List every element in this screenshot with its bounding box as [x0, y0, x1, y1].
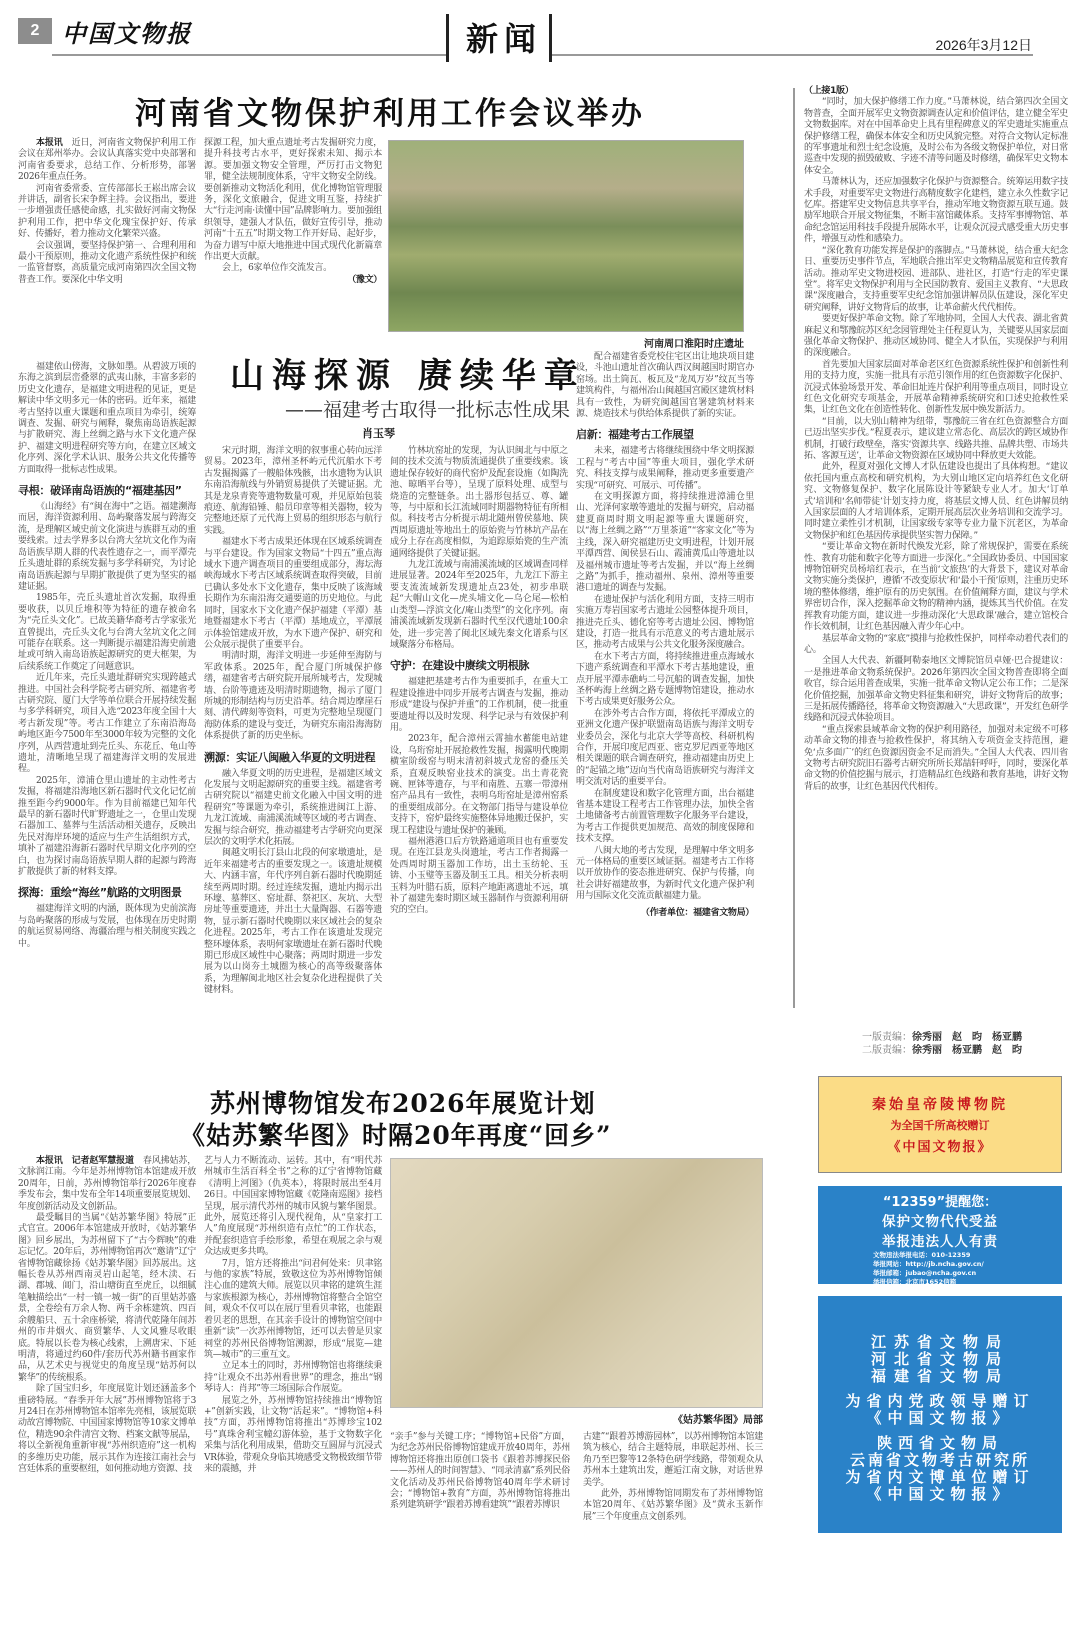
paragraph: 九龙江流域与南浦溪流域的区域调查同样进展显著。2024年至2025年，九龙江下游主要支流流域新发现遗址点23处，初步串联起“大帽山文化—虎头埔文化—乌仑尾—松柏山类型—浮滨文化/庵山类型”的文化序列。南浦溪流域新发现新石器时代至汉代遗址100余处，进一步完善了闽北区域先秦文化谱系与区域聚落分布格局。 [390, 560, 568, 650]
ad-line: 《中国文物报》 [887, 1140, 993, 1155]
hotline-email[interactable]: 举报邮箱：jubao@ncha.gov.cn [873, 1269, 977, 1277]
editor-label: 一版责编： [862, 1032, 912, 1043]
paragraph: 闽越文明长汀县山北段的何家墩遗址，是近年来福建考古的重要发现之一。该遗址规模大、内涵丰富，年代序列自新石器时代晚期延续至两周时期。经过连续发掘，遗址内揭示出环壕、墓葬区、窑址群、祭祀区、灰坑、大型房址等重要遗迹，并出土大量陶器、石器等遗物，显示新石器时代晚期以来区域社会的复杂化进程。2025年，考古工作在该遗址发现完整环壕体系，表明何家墩遗址在新石器时代晚期已形成区域性中心聚落；两周时期进一步发展为以山岗夯土城圈为核心的高等级聚落体系，为理解闽北地区社会复杂化进程提供了关键材料。 [204, 848, 382, 996]
article-fujian-col2 [204, 446, 382, 997]
hotline-slogan: 举报违法人人有责 [882, 1234, 998, 1250]
paragraph: 要更好保护革命文物。除了军地协同，全国人大代表、湖北省黄麻起义和鄂豫皖苏区纪念园管理处主任程夏认为，关键要从国家层面强化革命文物保护、推动区域协同、健全人才队伍，实现保护与利用的深度融合。 [804, 314, 1068, 359]
paragraph: 河南省委常委、宣传部部长王崧出席会议并讲话，副省长宋争辉主持。会议指出，要进一步增强责任感使命感，扎实做好河南文物保护利用工作，把中华文化瑰宝保护好、传承好、传播好，着力推动文化繁荣兴盛。 [18, 183, 196, 240]
paragraph: 最受瞩目的当属“《姑苏繁华图》特展”正式官宣。2006年本馆建成开放时，《姑苏繁华图》回乡展出，为苏州留下了“古今辉映”的难忘记忆。20年后，苏州博物馆再次“邀请”辽宁省博物馆藏徐扬《姑苏繁华图》回苏展出。这幅长卷从苏州西南灵岩山起笔，经木渎、石湖、郡城、阊门，沿山塘街直至虎丘，以细腻笔触描绘出“一村一镇一城一街”的百里姑苏盛景，全卷绘有万余人物、两千余栋建筑、四百余艘船只、五十余座桥梁，将清代乾隆年间苏州的市井烟火、商贸繁华、人文风雅尽收眼底。特展以长卷为核心线索，上溯唐宋、下延明清，将通过约60件/套历代苏州籍书画家作品，从艺术史与视觉史的角度呈现“姑苏何以繁华”的传统根系。 [18, 1213, 196, 1383]
org-name: 河北省文物局 [870, 1350, 1009, 1368]
paragraph: 会上，6家单位作交流发言。 [222, 263, 332, 274]
editor-names: 徐秀丽 赵 昀 杨亚鹏 [912, 1032, 1022, 1043]
org-name: 江苏省文物局 [870, 1333, 1009, 1351]
article-author: 肖玉琴 [362, 427, 395, 440]
paragraph: “深化教育功能发挥是保护的落脚点。”马萧林说，结合重大纪念日、重要历史事件节点，军地联合推出军史文物精品展览和宣传教育活动。推动军史文物进校园、进部队、进社区，打造“行走的军史课堂”。将军史文物保护利用与全民国防教育、爱国主义教育、“大思政课”深度融合，支持重要军史纪念馆加强讲解员队伍建设，深化军史研究阐释，讲好文物背后的故事，让革命薪火代代相传。 [804, 245, 1068, 313]
paragraph: “同时，加大保护修缮工作力度。”马萧林说，结合第四次全国文物普查，全面开展军史文物资源调查认定和价值评估，建立健全军史文物数据库。对在中国革命史上具有里程碑意义的军史遗址实施重点保护修缮工程，确保本体安全和历史风貌完整。对符合文物认定标准的军事遗址和烈士纪念设施，及时公布为各级文物保护单位，对日常巡查中发现的损毁破败、字迹不清等问题及时修缮，确保军史文物本体安全。 [804, 97, 1068, 176]
paragraph: 会议强调，要坚持保护第一、合理利用和最小干预原则，推动文化遗产系统性保护和统一监管督察，高质量完成河南第四次全国文物普查工作。要深化中华文明 [18, 240, 196, 285]
section-heading: 守护：在建设中赓续文明根脉 [390, 659, 530, 673]
photo-caption: 《姑苏繁华图》局部 [673, 1415, 763, 1426]
paragraph: 八闽大地的考古发现，是理解中华文明多元一体格局的重要区域证据。福建考古工作将以开放协作的姿态推进研究、保护与传播，向社会讲好福建故事，为新时代文化遗产保护利用与国际文化交流贡献福建力量。 [576, 845, 754, 902]
photo-caption: 河南周口淮阳时庄遗址 [644, 339, 744, 350]
lead-label: 本报讯 记者赵军慧报道 [36, 1156, 134, 1166]
ad-12359-hotline [818, 1186, 1062, 1295]
paragraph: 古建”“跟着苏博游园林”，以苏州博物馆本馆建筑为核心，结合主题特展，串联起苏州、长三角乃至巴黎等12条特色研学线路，带领观众从苏州本土建筑出发，邂逅江南文脉，对话世界美学。 [583, 1432, 763, 1488]
ad-line: 为全国千所高校赠订 [890, 1119, 990, 1132]
paragraph: 在水下考古方面，将持续推进重点海域水下遗产系统调查和平潭水下考古基地建设，重点开展平潭赤礁屿二号沉船的调查发掘，加快圣杯屿海上丝绸之路专题博物馆建设，推动水下考古成果更好服务公众。 [576, 651, 754, 708]
paragraph: 在制度建设和数字化管理方面，出台福建省基本建设工程考古工作管理办法，加快全省土地储备考古前置管理数字化服务平台建设，为考古工作提供更加规范、高效的制度保障和技术支撑。 [576, 788, 754, 845]
paragraph: 2025年，漳浦仓里山遗址的主动性考古发掘，将福建沿海地区新石器时代文化记忆前推至距今约9000年。作为目前福建已知年代最早的新石器时代旷野遗址之一，仓里山发现石器加工、墓葬与生活活动相关遗存，反映出先民对海岸环境的适应与生产生活组织方式，填补了福建沿海新石器时代早期文化序列的空白，也为探讨南岛语族早期人群的起源与跨海扩散提供了新的材料支撑。 [18, 775, 196, 878]
hotline-mailbox: 举报信箱：北京市1652信箱 [873, 1278, 957, 1286]
column-separator [793, 88, 795, 1008]
paragraph: “要让革命文物在新时代焕发光彩，除了常规保护，需要在系统性、教育功能和数字化等方面进一步深化。”全国政协委员、中国国家博物馆研究员杨培红表示，在当前‘文旅热’的大背景下，建议对革命文物实施分类保护，遵循‘不改变原状’和‘最小干预’原则，注重历史环境的整体修缮，维护原有的历史氛围。在价值阐释方面，建议与学术界密切合作，深入挖掘革命文物的精神内涵，提炼其当代价值。在发挥教育功能方面，建议进一步推动深化‘大思政课’融合，建立馆校合作长效机制，让红色基因融入青少年心中。 [804, 542, 1068, 633]
editor-names: 徐秀丽 杨亚鹏 赵 昀 [912, 1045, 1022, 1056]
paragraph: 1985年，壳丘头遗址首次发掘，取得重要收获，以贝丘堆积等为特征的遗存被命名为“壳丘头文化”。已故美籍华裔考古学家张光直曾提出，壳丘头文化与台湾大坌坑文化之间可能存在联系。这一判断提示福建沿海史前遗址或可纳入南岛语族起源研究的更大框架，为后续系统工作奠定了问题意识。 [18, 593, 196, 672]
paragraph: “重点探索县域革命文物的保护利用路径，加强对未定级不可移动革命文物的排查与抢救性保护，将其纳入专项资金支持范围，避免‘点多面广’的红色资源因资金不足而消失。”全国人大代表、四川省文物考古研究院旧石器考古研究所所长郑喆轩呼吁，同时，要深化革命文物的价值挖掘与展示，打造精品红色线路和教育基地，讲好文物背后的故事，让红色基因代代相传。 [804, 724, 1068, 792]
org-name: 陕西省文物局 [876, 1434, 1003, 1452]
paper-name: 《中国文物报》 [866, 1485, 1014, 1503]
paragraph: 探源工程，加大重点遗址考古发掘研究力度，提升科技考古水平，更好探索未知、揭示本源。要加强文物安全管理，严厉打击文物犯罪，健全法规制度体系，守牢文物安全防线。要创新推动文物活化利用，优化博物馆管理服务，深化文旅融合，促进文明互鉴，持续扩大“行走河南·读懂中国”品牌影响力。要加强组织领导，建强人才队伍，做好宣传引导，推动河南“十五五”时期文物工作开好局、起好步，为奋力谱写中原大地推进中国式现代化新篇章作出更大贡献。 [204, 138, 382, 263]
paper-name: 《中国文物报》 [866, 1409, 1014, 1427]
article-fujian-subtitle: ——福建考古取得一批标志性成果 [285, 399, 571, 421]
paragraph: 《山海经》有“闽在海中”之语。福建濒海而居，海洋资源利用、岛屿聚落发展与跨海交流，是理解区域史前文化演进与族群互动的重要线索。过去学界多以台湾大坌坑文化作为南岛语族早期人群的代表性遗存之一，而平潭壳丘头遗址群的系统发掘与多学科研究，为讨论南岛语族起源与早期扩散提供了更为坚实的福建证据。 [18, 502, 196, 592]
article-suzhou-title-line1: 苏州博物馆发布2026年展览计划 [210, 1089, 596, 1118]
paragraph: 马萧林认为，还应加强数字化保护与资源整合。统筹运用数字技术手段，对重要军史文物进行高精度数字化建档，建立永久性数字记忆库。搭建军史文物信息共享平台，推动军地文物资源互联互通。鼓励军地联合开展文物征集，不断丰富馆藏体系。支持军事博物馆、革命纪念馆运用科技手段提升展陈水平，让观众沉浸式感受重大历史事件，增强互动性和感染力。 [804, 177, 1068, 245]
article-fujian-col4 [576, 352, 754, 918]
lead-label: 本报讯 [36, 138, 63, 148]
header-rule [52, 54, 447, 56]
paragraph: 立足本土的同时，苏州博物馆也将继续秉持“让观众不出苏州看世界”的理念，推出“钢琴诗人：肖邦”等三场国际合作展览。 [204, 1361, 382, 1395]
section-heading: 探海：重绘“海丝”航路的文明图景 [18, 886, 182, 900]
paragraph: 此外，程夏对强化文博人才队伍建设也提出了具体构想。“建议依托国内重点高校和研究机构，为大别山地区定向培养红色文化研究、文物修复保护、数字化展陈设计等紧缺专业人才。加大‘订单式’培训和‘名师带徒’计划支持力度，将基层文博人员、红色讲解员纳入国家层面的人才培训体系，定期开展高层次业务培训和交流学习。同时建立柔性引才机制，让国家级专家等专业力量下沉老区，为革命文物保护和红色基因传承提供坚实智力保障。” [804, 462, 1068, 541]
article-fujian-col3 [390, 446, 568, 917]
paragraph: 展览之外，苏州博物馆持续推出“博物馆+”创新实践，让文物“活起来”。“博物馆+科技”方面，苏州博物馆将推出“苏博珍宝102号”真珠舍利宝幢幻游体验，基于文物数字化采集与活化利用成果，借助交互圆屏与沉浸式VR体验，带观众身临其境感受文物极致细节带来的震撼，并 [204, 1395, 382, 1474]
paragraph: 福建水下考古成果还体现在区域系统调查与平台建设。作为国家文物局“十四五”重点海域水下遗产调查项目的重要组成部分，海坛海峡海域水下考古区域系统调查取得突破，目前已确认多处水下文化遗存，集中反映了该海域长期作为东南沿海交通要道的历史地位。与此同时，国家水下文化遗产保护福建（平潭）基地暨福建水下考古（平潭）基地成立，平潭展示体验馆建成开放，为水下遗产保护、研究和公众展示提供了重要平台。 [204, 537, 382, 650]
paragraph: 福建把基建考古作为重要抓手，在重大工程建设推进中同步开展考古调查与发掘，推动形成“建设与保护并重”的工作机制，使一批重要遗址得以及时发现、科学记录与有效保护利用。 [390, 677, 568, 733]
ad-qin-mausoleum [818, 1076, 1062, 1173]
gift-line: 为省内文博单位赠订 [845, 1468, 1035, 1486]
hotline-postcode: 邮编：100009 [873, 1287, 920, 1295]
paragraph: 2023年，配合漳州云霄抽水蓄能电站建设，乌珩窑址开展抢救性发掘，揭露明代晚期横室阶级窑与明末清初斜坡式龙窑的叠压关系，直观反映窑业技术的演变。出土青花瓷碗、匣钵等遗存，与平和南胜、五寨一带漳州窑产品具有一致性，表明乌珩窑址是漳州窑系的重要组成部分。在文物部门指导与建设单位支持下，窑炉最终实施整体异地搬迁保护，实现工程建设与遗址保护的兼顾。 [390, 734, 568, 836]
org-name: 云南省文物考古研究所 [849, 1451, 1030, 1469]
article-suzhou-col4 [583, 1432, 763, 1523]
gift-line: 为省内党政领导赠订 [845, 1392, 1035, 1410]
henan-site-photo [388, 140, 744, 332]
masthead-logo: 中国文物报 [62, 19, 192, 48]
paragraph: 融入华夏文明的历史进程，是福建区域文化发展与文明起源研究的重要主线。福建省考古研究院以“福建史前文化融入中国文明的进程研究”等课题为牵引，系统推进闽江上游、九龙江流域、南浦溪流域等区域的考古调查、发掘与综合研究，推动福建考古学研究向更深层次的文明学术化拓展。 [204, 768, 382, 847]
article-suzhou-col1 [18, 1156, 196, 1475]
header-divider [446, 14, 449, 62]
editor-line [862, 1044, 1022, 1057]
editor-label: 二版责编： [862, 1045, 912, 1056]
editors-credit [862, 1031, 1022, 1057]
section-title: 新闻 [466, 20, 543, 58]
paragraph: 福州港港口后方铁路通道项目也有重要发现。在连江县龙头岗遗址，考古工作者揭露一处西周时期玉器加工作坊，出土玉纺轮、玉锛、小玉璧等玉器及制玉工具。相关分析表明玉料为叶腊石质，原料产地距离遗址不远，填补了福建先秦时期区域玉器制作与资源利用研究的空白。 [390, 837, 568, 916]
byline: （豫文） [347, 274, 382, 285]
paragraph: “目前，以大别山精神为纽带，鄂豫皖三省在红色资源整合方面已迈出坚实步伐。”程夏表示，建议建立常态化、高层次的跨区域协作机制，打破行政壁垒，落实‘资源共享、线路共推、品牌共塑、市场共拓、客源互送’，让革命文物资源在区域协同中释放更大效能。 [804, 416, 1068, 461]
org-name: 福建省文物局 [870, 1367, 1009, 1385]
paragraph: 首先要加大国家层面对革命老区红色资源系统性保护和创新性利用的支持力度，实施一批具有示范引领作用的红色资源数字化保护、沉浸式体验场景开发、革命旧址连片保护利用等重点项目，同时设立红色文化研究专项基金，开展革命精神系统研究和口述史抢救性采集，让红色文化在创造性转化、创新性发展中焕发新活力。 [804, 359, 1068, 416]
paragraph: 春风拂姑苏，文脉润江南。今年是苏州博物馆本馆建成开放20周年，日前，苏州博物馆举行2026年度春季发布会，集中发布全年14项重要展览规划、年度创新活动及文创新品。 [18, 1156, 197, 1212]
article-henan-title: 河南省文物保护利用工作会议举办 [135, 96, 645, 132]
paragraph: 宋元时期，海洋文明的叙事重心转向远洋贸易。2023年，漳州圣杯屿元代沉船水下考古发掘揭露了一艘船体残骸，出水遗物为认识东南沿海航线与外销贸易提供了关键证据。尤其是龙泉青瓷等遗物数量可观，并见原始包装痕迹、航海铅锤、船员印章等相关器物，较为完整地还原了元代海上贸易的组织形态与航行实践。 [204, 446, 382, 536]
page-number: 2 [18, 18, 52, 44]
author-unit: （作者单位：福建省文物局） [640, 907, 754, 918]
article-henan-col1 [18, 138, 196, 286]
paragraph: 全国人大代表、新疆阿勒泰地区文博院馆员卓娅·巴合提建议：一是推进革命文物系统保护。2026年第四次全国文物普查即将全面收官，综合运用普查成果，实施一批革命文物认定公布工作；二是深化价值挖掘，加强革命文物史料征集和研究，讲好文物背后的故事；三是拓展传播路径，将革命文物资源融入“大思政课”，开发红色研学线路和沉浸式体验项目。 [804, 656, 1068, 724]
article-fujian-title: 山海探源 赓续华章 [230, 356, 586, 396]
article-suzhou-col3 [390, 1432, 570, 1512]
paragraph: 7月，馆方还将推出“问君何处来：贝聿铭与他的家族”特展，致敬这位为苏州博物馆倾注心血的建筑大师。展览以贝聿铭的建筑生涯与家族根源为核心，苏州博物馆将整合全馆空间，观众不仅可以在展厅里看贝聿铭，也能跟着贝老的思想，在其亲手设计的博物馆空间中重新“读”一次苏州博物馆，还可以去曾是贝家祠堂的苏州民俗博物馆溯源，形成“展览—建筑—城市”的三重互文。 [204, 1258, 382, 1360]
article-fujian-col1 [18, 362, 196, 950]
section-heading: 寻根：破译南岛语族的“福建基因” [18, 484, 182, 498]
paragraph: 福建依山傍海，文脉如墨。从碧波万顷的东海之滨到层峦叠翠的武夷山脉，丰富多彩的历史文化遗存，是福建文明进程的见证，更是解读中华文明多元一体的密码。近年来，福建考古坚持以重大课题和重点项目为牵引，统筹调查、发掘、研究与阐释，聚焦南岛语族起源与扩散研究、海上丝绸之路与水下文化遗产保护、福建文明进程研究等方向，在建立区域文化序列、深化学术认识、服务公共文化传播等方面取得一批标志性成果。 [18, 362, 196, 475]
section-heading: 启新：福建考古工作展望 [576, 428, 694, 442]
paragraph: 近日，河南省文物保护利用工作会议在郑州举办。会议认真落实党中央部署和河南省委要求，总结工作、分析形势，部署2026年重点任务。 [18, 138, 196, 183]
ad-provincial-subscription [818, 1296, 1062, 1533]
paragraph: 在涉外考古合作方面，将依托平潭成立的亚洲文化遗产保护联盟南岛语族与海洋文明专业委员会，深化与北京大学等高校、科研机构合作，开展印度尼西亚、密克罗尼西亚等地区相关课题的联合调查研究，推动福建由历史上的“起锚之地”迈向当代南岛语族研究与海洋文明交流对话的重要平台。 [576, 708, 754, 788]
paragraph: 明清时期，海洋文明进一步延伸至海防与军政体系。2025年，配合厦门所城保护修缮，福建省考古研究院开展所城考古，发现城墙、台阶等遗迹及明清时期遗物，揭示了厦门所城的形制结构与历史沿革。结合周边摩崖石刻、清代碑刻等资料，可更为完整地呈现厦门海防体系的建设与变迁，为研究东南沿海海防体系提供了新的历史坐标。 [204, 651, 382, 742]
paragraph: 艺与人力不断流动、运转。其中，有“明代苏州城市生活百科全书”之称的辽宁省博物馆藏《清明上河图》（仇英本），将限时展出至4月26日。中国国家博物馆藏《乾隆南巡图》接档呈现，展示清代苏州的城市风貌与繁华图景。此外，展览还将引入现代视角，从“皇家打工人”角度展现“苏州织造有点忙”的工作状态，并配套织造官手绘形象，希望在观展之余与观众达成更多共鸣。 [204, 1156, 382, 1258]
paragraph: 在遗址保护与活化利用方面，支持三明市实施万寿岩国家考古遗址公园整体提升项目，推进壳丘头、德化窑等考古遗址公园、博物馆建设，打造一批具有示范意义的考古遗址展示区，推动考古成果与公共文化服务深度融合。 [576, 594, 754, 651]
paragraph: 基层革命文物的“家底”摸排与抢救性保护，同样牵动着代表们的心。 [804, 633, 1068, 655]
editor-line [862, 1031, 1022, 1044]
paragraph: 在文明探源方面，将持续推进漳浦仓里山、光泽何家墩等遗址的发掘与研究，启动福建夏商周时期文明起源等重大课题研究，以“海上丝绸之路”“万里茶道”“客家文化”等为主线，深入研究福建历史文明进程，计划开展平潭西营、闽侯昙石山、霞浦黄瓜山等遗址以及福州城市遗址等考古发掘，并以“海上丝绸之路”为抓手，推动福州、泉州、漳州等重要港口遗址的调查与发掘。 [576, 492, 754, 594]
issue-date: 2026年3月12日 [935, 37, 1032, 53]
hotline-slogan: 保护文物代代受益 [882, 1214, 998, 1230]
article-military-relics [804, 86, 1068, 793]
paragraph: 除了国宝归乡，年度展览计划还涵盖多个重磅特展。“春季开年大展”苏州博物馆将于3月24日在苏州博物馆本馆率先亮相，该展览联动故宫博物院、中国国家博物馆等10家文博单位，精选90余件清宫文物、档案文献等展品，将以全新视角重新审视“苏州织造府”这一机构的多维历史功能，展示其作为连接江南社会与宫廷体系的重要枢纽，如何推动地方资源、技 [18, 1384, 196, 1474]
gusu-fanhua-painting [390, 1158, 763, 1408]
hotline-phone: 文物违法举报电话：010-12359 [873, 1251, 971, 1259]
section-heading: 溯源：实证八闽融入华夏的文明进程 [204, 750, 376, 764]
article-suzhou-title-line2: 《姑苏繁华图》时隔20年再度“回乡” [180, 1121, 612, 1150]
paragraph: 竹林坑窑址的发现，为认识闽北与中原之间的技术交流与物质流通提供了重要线索。该遗址保存较好的商代窑炉及配套设施（如陶洗池、晾晒平台等），呈现了原料处理、成型与烧造的完整链条。出土器形包括豆、尊、罐等，与中原和长江流域同时期器物特征有所相似。科技考古分析提示胡北随州曾侯墓地、陕西周原遗址等地出土的原始瓷与竹林坑产品在成分上存在高度相似，为追踪原始瓷的生产流通网络提供了关键证据。 [390, 446, 568, 559]
article-suzhou-col2 [204, 1156, 382, 1475]
ad-line: 秦始皇帝陵博物院 [872, 1097, 1008, 1113]
continued-label: （上接1版） [804, 86, 854, 96]
paragraph: 配合福建省委党校住宅区出让地块项目建设，斗池山遗址首次确认西汉闽越国时期官办窑场。出土筒瓦、板瓦及“龙凤万岁”纹瓦当等建筑构件，与福州冶山闽越国宫殿区建筑材料具有一致性，为研究闽越国官署建筑材料来源、烧造技术与供给体系提供了新的实证。 [576, 352, 754, 420]
paragraph: “亲手”参与关键工序；“博物馆+民俗”方面，为纪念苏州民俗博物馆建成开放40周年，苏州博物馆还将推出原创口袋书《跟着苏博探民俗——苏州人的时间智慧》、“同录清嘉”系列民俗文化活动及苏州民俗博物馆40周年学术研讨会；“博物馆+教育”方面，苏州博物馆将推出系列建筑研学“跟着苏博看建筑”“跟着苏博识 [390, 1432, 570, 1511]
hotline-title: “12359”提醒您： [882, 1195, 998, 1210]
article-henan-col2 [204, 138, 382, 286]
hotline-website[interactable]: 举报网站：http://jb.ncha.gov.cn/ [873, 1260, 984, 1268]
paragraph: 福建海洋文明的内涵，既体现为史前滨海与岛屿聚落的形成与发展，也体现在历史时期的航运贸易网络、海疆治理与相关制度实践之中。 [18, 904, 196, 949]
paragraph: 未来，福建考古将继续围绕中华文明探源工程与“考古中国”等重大项目，强化学术研究、科技支撑与成果阐释，推动更多重要遗产实现“可研究、可展示、可传播”。 [576, 446, 754, 491]
paragraph: 此外，苏州博物馆同期发布了苏州博物馆本馆20周年、《姑苏繁华图》及“黄永玉新作展”三个年度重点文创系列。 [583, 1489, 763, 1522]
paragraph: 近几年来，壳丘头遗址群研究实现跨越式推进。中国社会科学院考古研究所、福建省考古研究院、厦门大学等单位联合开展持续发掘与多学科研究，项目入选“2023年度全国十大考古新发现”等。考古工作建立了东南沿海岛屿地区距今7500年至3000年较为完整的文化序列，从西营遗址到壳丘头、东花丘、龟山等遗址，清晰地呈现了福建海洋文明的发展进程。 [18, 673, 196, 775]
